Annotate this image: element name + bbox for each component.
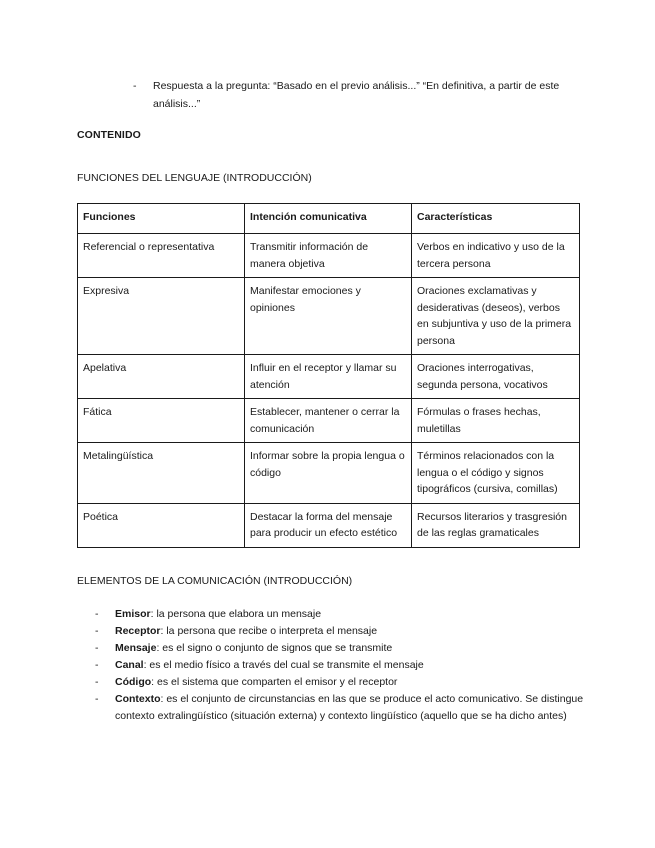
table-cell: Apelativa — [78, 355, 245, 399]
funciones-section-title: FUNCIONES DEL LENGUAJE (INTRODUCCIÓN) — [77, 172, 312, 184]
element-desc: : la persona que elabora un mensaje — [150, 608, 322, 620]
table-cell: Recursos literarios y trasgresión de las reglas gramaticales — [412, 503, 580, 547]
contenido-heading: CONTENIDO — [77, 129, 141, 141]
elementos-list — [95, 606, 585, 725]
table-cell: Oraciones interrogativas, segunda persona, vocativos — [412, 355, 580, 399]
table-row — [78, 234, 580, 278]
table-header-cell: Funciones — [78, 204, 245, 234]
table-cell: Metalingüística — [78, 443, 245, 504]
intro-bullet-text: Respuesta a la pregunta: “Basado en el previo análisis...” “En definitiva, a partir de este análisis...” — [153, 80, 560, 110]
table-cell: Manifestar emociones y opiniones — [245, 278, 412, 355]
element-term: Mensaje — [115, 642, 157, 654]
table-row — [78, 399, 580, 443]
table-cell: Referencial o representativa — [78, 234, 245, 278]
table-row — [78, 503, 580, 547]
element-term: Receptor — [115, 625, 161, 637]
elementos-section-title: ELEMENTOS DE LA COMUNICACIÓN (INTRODUCCIÓN) — [77, 575, 353, 587]
element-desc: : es el sistema que comparten el emisor y el receptor — [151, 676, 398, 688]
table-header-cell: Intención comunicativa — [245, 204, 412, 234]
intro-bullet — [133, 77, 583, 113]
table-row — [78, 355, 580, 399]
table-cell: Transmitir información de manera objetiva — [245, 234, 412, 278]
table-cell: Establecer, mantener o cerrar la comunicación — [245, 399, 412, 443]
bullet-dash: - — [95, 625, 99, 637]
funciones-table — [77, 203, 580, 548]
list-item — [95, 640, 585, 657]
bullet-dash: - — [95, 693, 99, 705]
table-header-cell: Características — [412, 204, 580, 234]
table-cell: Informar sobre la propia lengua o código — [245, 443, 412, 504]
table-cell: Influir en el receptor y llamar su atención — [245, 355, 412, 399]
table-row — [78, 278, 580, 355]
element-desc: : es el signo o conjunto de signos que se transmite — [156, 642, 393, 654]
table-cell: Fática — [78, 399, 245, 443]
bullet-dash: - — [95, 676, 99, 688]
table-cell: Verbos en indicativo y uso de la tercera persona — [412, 234, 580, 278]
element-term: Código — [115, 676, 152, 688]
table-row — [78, 443, 580, 504]
table-cell: Expresiva — [78, 278, 245, 355]
bullet-dash: - — [95, 608, 99, 620]
table-cell: Términos relacionados con la lengua o el código y signos tipográficos (cursiva, comillas) — [412, 443, 580, 504]
table-cell: Poética — [78, 503, 245, 547]
element-term: Contexto — [115, 693, 161, 705]
bullet-dash: - — [95, 659, 99, 671]
element-term: Emisor — [115, 608, 151, 620]
element-desc: : es el conjunto de circunstancias en las que se produce el acto comunicativo. Se distingue contexto extralingüístico (situación externa) y contexto lingüístico (aquello que se ha dicho antes) — [115, 693, 584, 722]
table-cell: Fórmulas o frases hechas, muletillas — [412, 399, 580, 443]
table-cell: Oraciones exclamativas y desiderativas (deseos), verbos en subjuntiva y uso de la primera persona — [412, 278, 580, 355]
bullet-dash: - — [133, 80, 137, 92]
table-cell: Destacar la forma del mensaje para producir un efecto estético — [245, 503, 412, 547]
table-header-row — [78, 204, 580, 234]
element-desc: : es el medio físico a través del cual se transmite el mensaje — [143, 659, 424, 671]
list-item — [95, 674, 585, 691]
list-item — [95, 623, 585, 640]
list-item — [95, 606, 585, 623]
bullet-dash: - — [95, 642, 99, 654]
element-term: Canal — [115, 659, 144, 671]
list-item — [95, 691, 585, 725]
element-desc: : la persona que recibe o interpreta el mensaje — [160, 625, 378, 637]
list-item — [95, 657, 585, 674]
